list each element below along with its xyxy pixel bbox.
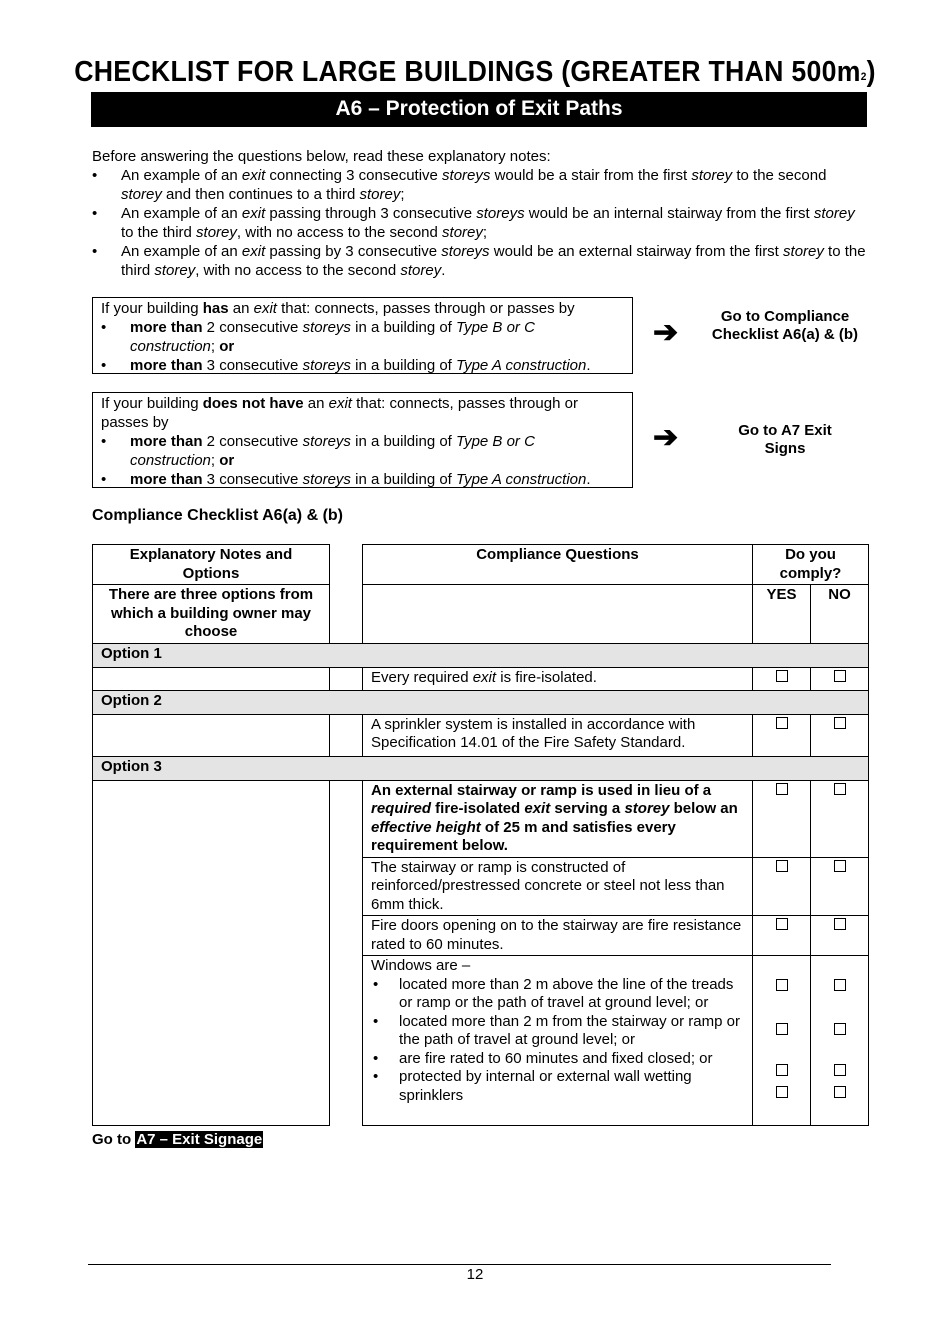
no-checkbox[interactable] (834, 860, 846, 872)
yes-checkbox[interactable] (776, 783, 788, 795)
option-2-label: Option 2 (93, 690, 869, 714)
yes-checkbox[interactable] (776, 918, 788, 930)
question-text: Fire doors opening on to the stairway are fire resistance rated to 60 minutes. (363, 916, 753, 956)
right-arrow-icon: ➔ (653, 316, 679, 349)
right-arrow-icon: ➔ (653, 421, 679, 454)
note-item: • An example of an exit passing through 3 consecutive storeys would be an internal stairway from the first storey to the third storey, with no access to the second storey; (92, 204, 867, 242)
condition-bullet: • more than 2 consecutive storeys in a building of Type B or C construction; or (101, 432, 624, 470)
intro-lead: Before answering the questions below, read these explanatory notes: (92, 148, 551, 165)
page-title: CHECKLIST FOR LARGE BUILDINGS (GREATER THAN $500m^2$) (74, 56, 876, 88)
condition-bullet: • more than 3 consecutive storeys in a building of Type A construction. (101, 470, 624, 489)
windows-question (363, 956, 753, 1126)
col-header-questions: Compliance Questions (363, 545, 753, 585)
explanatory-notes (92, 147, 867, 280)
windows-item: • located more than 2 m above the line of the treads or ramp or the path of travel at ground level; or (371, 976, 744, 1013)
windows-item: • protected by internal or external wall wetting sprinklers (371, 1068, 744, 1105)
yes-checkbox[interactable] (776, 979, 788, 991)
page-number: 12 (466, 1266, 484, 1283)
no-checkbox[interactable] (834, 1023, 846, 1035)
condition-bullet: • more than 2 consecutive storeys in a building of Type B or C construction; or (101, 318, 624, 356)
compliance-checklist-table (92, 544, 869, 1126)
windows-item: • located more than 2 m from the stairway or ramp or the path of travel at ground level; or (371, 1013, 744, 1050)
condition-lead: If your building has an exit that: connects, passes through or passes by (101, 300, 575, 317)
condition-lead: If your building does not have an exit that: connects, passes through or passes by (101, 395, 578, 431)
goto-footer (92, 1131, 263, 1148)
yes-checkbox[interactable] (776, 1064, 788, 1076)
condition-box-has-exit (92, 297, 633, 374)
question-text: An external stairway or ramp is used in lieu of a required fire-isolated exit serving a storey below an effective height of 25 m and satisfies every requirement below. (363, 780, 753, 857)
col-header-notes: Explanatory Notes and Options (93, 545, 330, 585)
no-header: NO (811, 585, 869, 644)
checklist-heading: Compliance Checklist A6(a) & (b) (92, 507, 344, 524)
goto-compliance-checklist-link[interactable]: Go to Compliance Checklist A6(a) & (b) (711, 308, 859, 343)
windows-lead: Windows are – (371, 957, 471, 974)
question-text: The stairway or ramp is constructed of reinforced/prestressed concrete or steel not less than 6mm thick. (363, 857, 753, 916)
no-checkbox[interactable] (834, 1064, 846, 1076)
yes-checkbox[interactable] (776, 860, 788, 872)
goto-a7-exit-signage-link[interactable]: A7 – Exit Signage (136, 1131, 263, 1148)
windows-item: • are fire rated to 60 minutes and fixed closed; or (371, 1050, 744, 1069)
no-checkbox[interactable] (834, 918, 846, 930)
option-3-label: Option 3 (93, 756, 869, 780)
no-checkbox[interactable] (834, 717, 846, 729)
no-checkbox[interactable] (834, 783, 846, 795)
yes-header: YES (753, 585, 811, 644)
yes-checkbox[interactable] (776, 670, 788, 682)
note-item: • An example of an exit passing by 3 consecutive storeys would be an external stairway from the first storey to the third storey, with no access to the second storey. (92, 242, 867, 280)
option-1-label: Option 1 (93, 643, 869, 667)
no-checkbox[interactable] (834, 1086, 846, 1098)
question-text: Every required exit is fire-isolated. (363, 667, 753, 690)
notes-subheader: There are three options from which a building owner may choose (93, 585, 330, 644)
yes-checkbox[interactable] (776, 1086, 788, 1098)
goto-prefix: Go to (92, 1131, 136, 1148)
condition-box-no-exit (92, 392, 633, 488)
no-checkbox[interactable] (834, 979, 846, 991)
section-title-bar: A6 – Protection of Exit Paths (91, 92, 867, 127)
no-checkbox[interactable] (834, 670, 846, 682)
col-header-comply: Do you comply? (753, 545, 869, 585)
footer-divider (88, 1264, 831, 1265)
goto-a7-exit-signs-link[interactable]: Go to A7 Exit Signs (738, 422, 832, 457)
condition-bullet: • more than 3 consecutive storeys in a building of Type A construction. (101, 356, 624, 375)
yes-checkbox[interactable] (776, 1023, 788, 1035)
question-text: A sprinkler system is installed in accordance with Specification 14.01 of the Fire Safety Standard. (363, 714, 753, 756)
note-item: • An example of an exit connecting 3 consecutive storeys would be a stair from the first storey to the second storey and then continues to a third storey; (92, 166, 867, 204)
yes-checkbox[interactable] (776, 717, 788, 729)
